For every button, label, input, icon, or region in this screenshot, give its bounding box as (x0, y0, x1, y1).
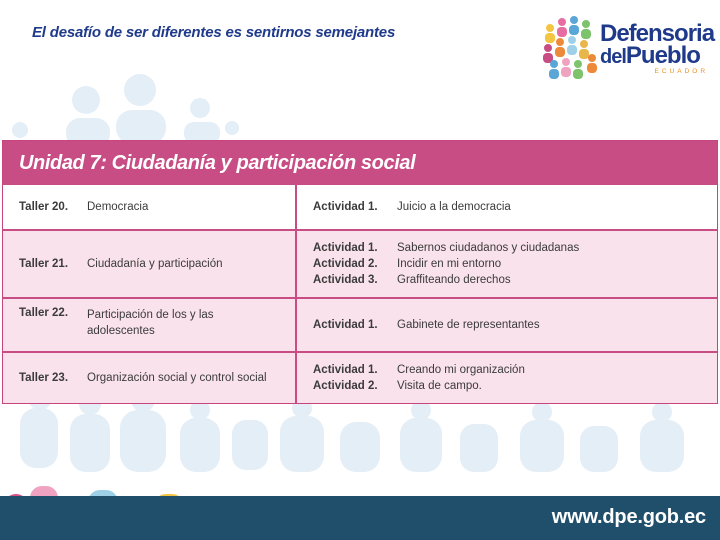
activities-cell (297, 185, 717, 229)
activity-item (313, 240, 717, 256)
activity-item (313, 272, 717, 288)
table-row (3, 185, 717, 229)
activity-item (313, 256, 717, 272)
activities-cell (297, 353, 717, 403)
logo-wordmark (600, 22, 714, 76)
workshop-label: Taller 20. (19, 201, 69, 213)
workshop-label: Taller 22. (19, 307, 69, 319)
defensoria-logo[interactable] (540, 14, 715, 84)
activity-label: Actividad 3. (313, 274, 378, 286)
activity-name: Gabinete de representantes (397, 319, 540, 331)
unit-table (2, 140, 718, 404)
activity-item (313, 362, 717, 378)
activity-item (313, 378, 717, 394)
logo-pueblo: Pueblo (625, 42, 700, 69)
activity-item (313, 317, 717, 333)
workshop-rows (3, 185, 717, 403)
activity-name: Incidir en mi entorno (397, 258, 502, 270)
activity-label: Actividad 1. (313, 201, 378, 213)
workshop-name: Democracia (87, 201, 149, 213)
workshop-name: Participación de los y las adolescentes (87, 309, 214, 337)
logo-line1: Defensoria (600, 20, 715, 47)
activity-name: Creando mi organización (397, 364, 525, 376)
activity-item (313, 199, 717, 215)
activities-cell (297, 299, 717, 351)
logo-country: ECUADOR (654, 68, 709, 75)
activity-name: Visita de campo. (397, 380, 482, 392)
activity-label: Actividad 1. (313, 242, 378, 254)
activity-label: Actividad 2. (313, 380, 378, 392)
table-row (3, 297, 717, 351)
table-row (3, 229, 717, 297)
logo-del: del (600, 46, 626, 68)
people-cluster-icon (540, 14, 602, 80)
workshop-cell (3, 231, 297, 297)
workshop-label: Taller 21. (19, 258, 69, 270)
workshop-cell (3, 185, 297, 229)
logo-line2 (600, 44, 714, 68)
unit-title: Unidad 7: Ciudadanía y participación social (3, 141, 717, 185)
website-link[interactable]: www.dpe.gob.ec (551, 506, 706, 528)
workshop-label: Taller 23. (19, 372, 69, 384)
slogan: El desafío de ser diferentes es sentirnos semejantes (32, 24, 396, 41)
activity-label: Actividad 1. (313, 319, 378, 331)
workshop-name: Ciudadanía y participación (87, 258, 223, 270)
workshop-cell (3, 299, 297, 351)
activities-cell (297, 231, 717, 297)
activity-name: Juicio a la democracia (397, 201, 511, 213)
table-row (3, 351, 717, 403)
workshop-cell (3, 353, 297, 403)
activity-label: Actividad 2. (313, 258, 378, 270)
footer-bar (0, 496, 720, 540)
activity-name: Graffiteando derechos (397, 274, 511, 286)
workshop-name: Organización social y control social (87, 372, 267, 384)
activity-name: Sabernos ciudadanos y ciudadanas (397, 242, 580, 254)
activity-label: Actividad 1. (313, 364, 378, 376)
